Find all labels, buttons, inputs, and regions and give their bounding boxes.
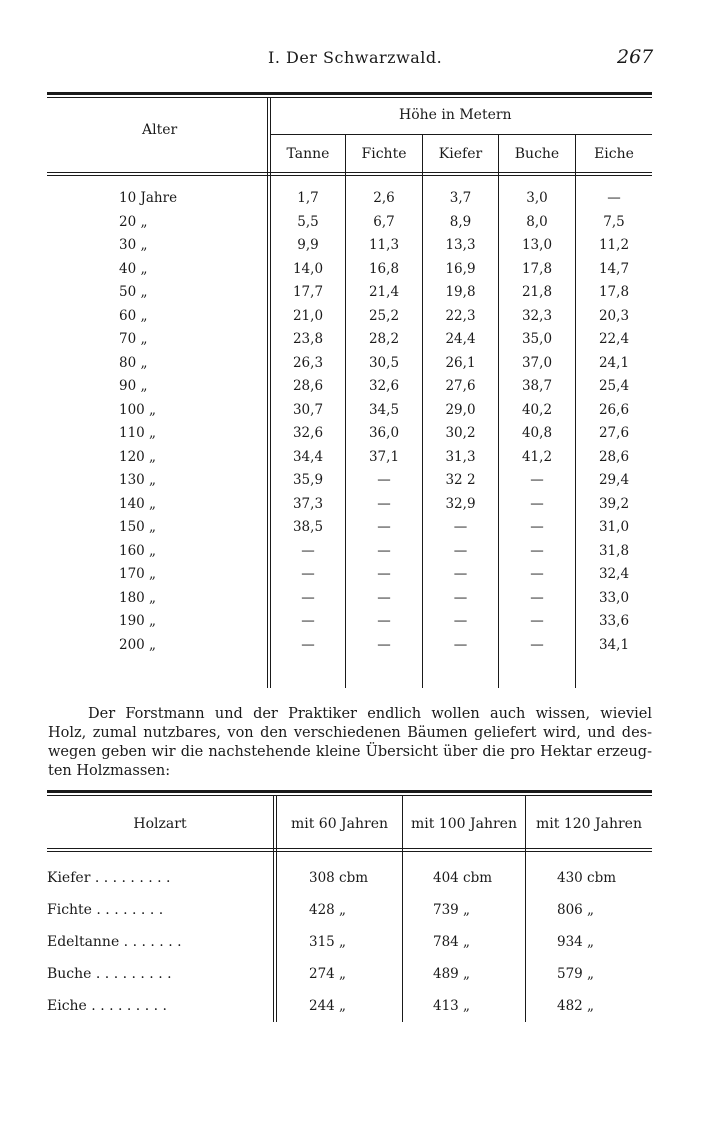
height-cell: 21,8 bbox=[521, 284, 553, 300]
paragraph-line: Holz, zumal nutzbares, von den verschiedenen Bäumen geliefert wird, und des- bbox=[48, 725, 652, 741]
height-cell: 33,6 bbox=[598, 613, 630, 629]
row-age: 160 „ bbox=[119, 542, 157, 559]
height-cell: 2,6 bbox=[373, 190, 395, 206]
column-header-tanne: Tanne bbox=[286, 146, 330, 162]
row-age: 20 „ bbox=[119, 213, 148, 230]
column-header-eiche: Eiche bbox=[594, 146, 634, 162]
volume-cell: 579 „ bbox=[557, 966, 595, 982]
column-header-60: mit 60 Jahren bbox=[290, 816, 389, 832]
height-cell: 16,9 bbox=[445, 260, 476, 277]
height-cell: 40,8 bbox=[521, 425, 553, 441]
row-age: 80 „ bbox=[119, 354, 148, 371]
height-cell: 30,5 bbox=[368, 354, 400, 371]
height-cell: — bbox=[377, 636, 391, 653]
height-cell: 11,3 bbox=[368, 237, 400, 253]
height-cell: 36,0 bbox=[368, 425, 400, 441]
body-paragraph bbox=[48, 705, 652, 781]
height-cell: 13,3 bbox=[445, 237, 476, 253]
height-cell: 31,0 bbox=[598, 519, 630, 535]
paragraph-line: wegen geben wir die nachstehende kleine Übersicht über die pro Hektar erzeug- bbox=[48, 744, 652, 760]
height-cell: 24,4 bbox=[445, 331, 476, 347]
volume-cell: 482 „ bbox=[557, 998, 595, 1014]
height-cell: 26,1 bbox=[445, 354, 476, 371]
row-age: 10 Jahre bbox=[119, 190, 178, 206]
column-header-kiefer: Kiefer bbox=[438, 146, 483, 162]
height-cell: 24,1 bbox=[598, 354, 630, 371]
column-header-buche: Buche bbox=[514, 146, 560, 162]
row-age: 140 „ bbox=[119, 495, 157, 512]
height-cell: 14,0 bbox=[292, 260, 324, 277]
volume-cell: 806 „ bbox=[557, 902, 595, 918]
volume-cell: 428 „ bbox=[309, 902, 347, 918]
height-cell: 3,7 bbox=[449, 190, 472, 206]
table-top-rule-thin bbox=[47, 795, 652, 796]
height-cell: 3,0 bbox=[526, 190, 548, 206]
height-cell: 17,8 bbox=[521, 260, 553, 277]
volume-table bbox=[47, 790, 652, 1030]
height-cell: 32,6 bbox=[368, 378, 400, 394]
wood-type: Fichte . . . . . . . . bbox=[47, 902, 164, 918]
row-age: 90 „ bbox=[119, 378, 148, 394]
height-cell: 19,8 bbox=[445, 284, 476, 300]
height-cell: 9,9 bbox=[297, 237, 319, 253]
height-cell: 40,2 bbox=[521, 401, 553, 418]
volume-cell: 934 „ bbox=[557, 934, 595, 950]
height-cell: 28,2 bbox=[368, 331, 400, 347]
height-cell: 28,6 bbox=[292, 378, 324, 394]
height-cell: — bbox=[301, 542, 315, 559]
header-bottom-rule-2 bbox=[47, 851, 652, 852]
height-cell: 32,6 bbox=[292, 425, 324, 441]
height-cell: 35,0 bbox=[521, 331, 553, 347]
volume-cell: 315 „ bbox=[309, 934, 347, 950]
height-cell: 26,3 bbox=[292, 354, 324, 371]
paragraph-line: Der Forstmann und der Praktiker endlich wollen auch wissen, wieviel bbox=[88, 706, 652, 722]
height-cell: 34,5 bbox=[368, 401, 400, 418]
height-cell: 33,0 bbox=[598, 589, 630, 606]
row-age: 110 „ bbox=[119, 425, 157, 441]
height-cell: 30,2 bbox=[445, 425, 476, 441]
height-cell: 32 2 bbox=[445, 472, 476, 488]
height-cell: 21,0 bbox=[292, 307, 324, 324]
running-head bbox=[0, 46, 722, 76]
height-cell: — bbox=[453, 613, 468, 629]
table-top-rule bbox=[47, 92, 652, 95]
height-cell: 21,4 bbox=[368, 284, 400, 300]
row-age: 120 „ bbox=[119, 448, 157, 465]
table-top-rule bbox=[47, 790, 652, 793]
row-age: 130 „ bbox=[119, 472, 157, 488]
height-cell: 8,0 bbox=[526, 213, 548, 230]
height-cell: — bbox=[530, 613, 544, 629]
height-cell: 22,4 bbox=[598, 331, 630, 347]
height-cell: 37,1 bbox=[368, 448, 400, 465]
height-cell: 5,5 bbox=[297, 213, 319, 230]
height-cell: — bbox=[453, 589, 468, 606]
height-cell: — bbox=[453, 519, 468, 535]
row-age: 200 „ bbox=[119, 636, 157, 653]
height-cell: 32,4 bbox=[598, 566, 630, 582]
group-header-hoehe: Höhe in Metern bbox=[399, 107, 512, 123]
height-cell: 41,2 bbox=[521, 448, 553, 465]
height-cell: — bbox=[453, 566, 468, 582]
height-cell: 29,0 bbox=[445, 401, 476, 418]
height-cell: — bbox=[530, 472, 544, 488]
height-cell: — bbox=[377, 495, 391, 512]
height-cell: — bbox=[530, 636, 544, 653]
row-age: 150 „ bbox=[119, 519, 157, 535]
height-cell: 26,6 bbox=[598, 401, 630, 418]
height-cell: 34,4 bbox=[292, 448, 324, 465]
height-cell: — bbox=[530, 495, 544, 512]
alter-column-separator bbox=[267, 98, 268, 688]
height-cell: — bbox=[301, 613, 315, 629]
volume-cell: 308 cbm bbox=[309, 870, 369, 886]
height-cell: 37,3 bbox=[292, 495, 324, 512]
row-age: 190 „ bbox=[119, 613, 157, 629]
height-cell: — bbox=[301, 566, 315, 582]
height-cell: 1,7 bbox=[297, 190, 319, 206]
wood-type: Kiefer . . . . . . . . . bbox=[47, 870, 171, 886]
height-cell: 14,7 bbox=[598, 260, 630, 277]
height-table bbox=[47, 92, 652, 688]
height-cell: 31,3 bbox=[445, 448, 476, 465]
row-age: 180 „ bbox=[119, 589, 157, 606]
volume-cell: 404 cbm bbox=[433, 870, 493, 886]
height-cell: 6,7 bbox=[373, 213, 395, 230]
height-cell: 13,0 bbox=[521, 237, 553, 253]
group-header-rule bbox=[271, 134, 652, 135]
volume-cell: 784 „ bbox=[433, 934, 471, 950]
volume-cell: 739 „ bbox=[433, 902, 471, 918]
row-age: 100 „ bbox=[119, 401, 157, 418]
header-bottom-rule bbox=[47, 848, 652, 849]
height-cell: 38,5 bbox=[292, 519, 324, 535]
height-cell: 8,9 bbox=[449, 213, 472, 230]
height-cell: — bbox=[530, 542, 544, 559]
height-cell: — bbox=[377, 542, 391, 559]
height-cell: 37,0 bbox=[521, 354, 553, 371]
height-cell: 25,2 bbox=[368, 307, 400, 324]
height-cell: — bbox=[377, 589, 391, 606]
height-cell: — bbox=[607, 190, 621, 206]
height-cell: 7,5 bbox=[603, 213, 625, 230]
height-cell: — bbox=[301, 636, 315, 653]
height-cell: — bbox=[377, 472, 391, 488]
volume-cell: 244 „ bbox=[309, 998, 347, 1014]
height-cell: — bbox=[530, 566, 544, 582]
column-separator bbox=[273, 796, 274, 1022]
page-number: 267 bbox=[617, 46, 654, 68]
header-bottom-rule-2 bbox=[47, 175, 652, 176]
height-cell: 27,6 bbox=[445, 378, 476, 394]
wood-type: Eiche . . . . . . . . . bbox=[47, 998, 167, 1014]
height-cell: 32,3 bbox=[521, 307, 553, 324]
row-age: 70 „ bbox=[119, 331, 148, 347]
height-cell: — bbox=[377, 566, 391, 582]
wood-type: Buche . . . . . . . . . bbox=[47, 966, 172, 982]
column-header-holzart: Holzart bbox=[133, 816, 187, 832]
row-age: 50 „ bbox=[119, 284, 148, 300]
height-cell: — bbox=[530, 519, 544, 535]
height-cell: 35,9 bbox=[292, 472, 324, 488]
height-cell: 28,6 bbox=[598, 448, 630, 465]
height-cell: 38,7 bbox=[521, 378, 553, 394]
column-header-120: mit 120 Jahren bbox=[536, 816, 642, 832]
paragraph-line: ten Holzmassen: bbox=[48, 763, 171, 779]
row-age: 60 „ bbox=[119, 307, 148, 324]
column-header-100: mit 100 Jahren bbox=[411, 816, 517, 832]
height-cell: 39,2 bbox=[598, 495, 630, 512]
height-cell: — bbox=[453, 542, 468, 559]
header-bottom-rule bbox=[47, 172, 652, 173]
height-cell: 16,8 bbox=[368, 260, 400, 277]
height-cell: 32,9 bbox=[445, 495, 476, 512]
height-cell: — bbox=[530, 589, 544, 606]
height-cell: — bbox=[453, 636, 468, 653]
volume-cell: 274 „ bbox=[309, 966, 347, 982]
height-cell: — bbox=[301, 589, 315, 606]
height-cell: 23,8 bbox=[292, 331, 324, 347]
height-cell: — bbox=[377, 519, 391, 535]
height-cell: — bbox=[377, 613, 391, 629]
height-cell: 34,1 bbox=[598, 636, 630, 653]
height-cell: 17,8 bbox=[598, 284, 630, 300]
row-age: 30 „ bbox=[119, 237, 148, 253]
height-cell: 17,7 bbox=[292, 284, 324, 300]
height-cell: 11,2 bbox=[598, 237, 630, 253]
height-cell: 30,7 bbox=[292, 401, 324, 418]
column-header-fichte: Fichte bbox=[361, 146, 407, 162]
row-age: 170 „ bbox=[119, 566, 157, 582]
row-age: 40 „ bbox=[119, 260, 148, 277]
wood-type: Edeltanne . . . . . . . bbox=[47, 934, 182, 950]
height-cell: 20,3 bbox=[598, 307, 630, 324]
height-cell: 22,3 bbox=[445, 307, 476, 324]
height-cell: 29,4 bbox=[598, 472, 630, 488]
height-cell: 31,8 bbox=[598, 542, 630, 559]
height-cell: 27,6 bbox=[598, 425, 630, 441]
volume-cell: 430 cbm bbox=[557, 870, 617, 886]
height-cell: 25,4 bbox=[598, 378, 630, 394]
row-header-alter: Alter bbox=[142, 122, 178, 138]
table-top-rule-thin bbox=[47, 97, 652, 98]
volume-cell: 413 „ bbox=[433, 998, 471, 1014]
volume-cell: 489 „ bbox=[433, 966, 471, 982]
chapter-title: I. Der Schwarzwald. bbox=[268, 48, 443, 67]
